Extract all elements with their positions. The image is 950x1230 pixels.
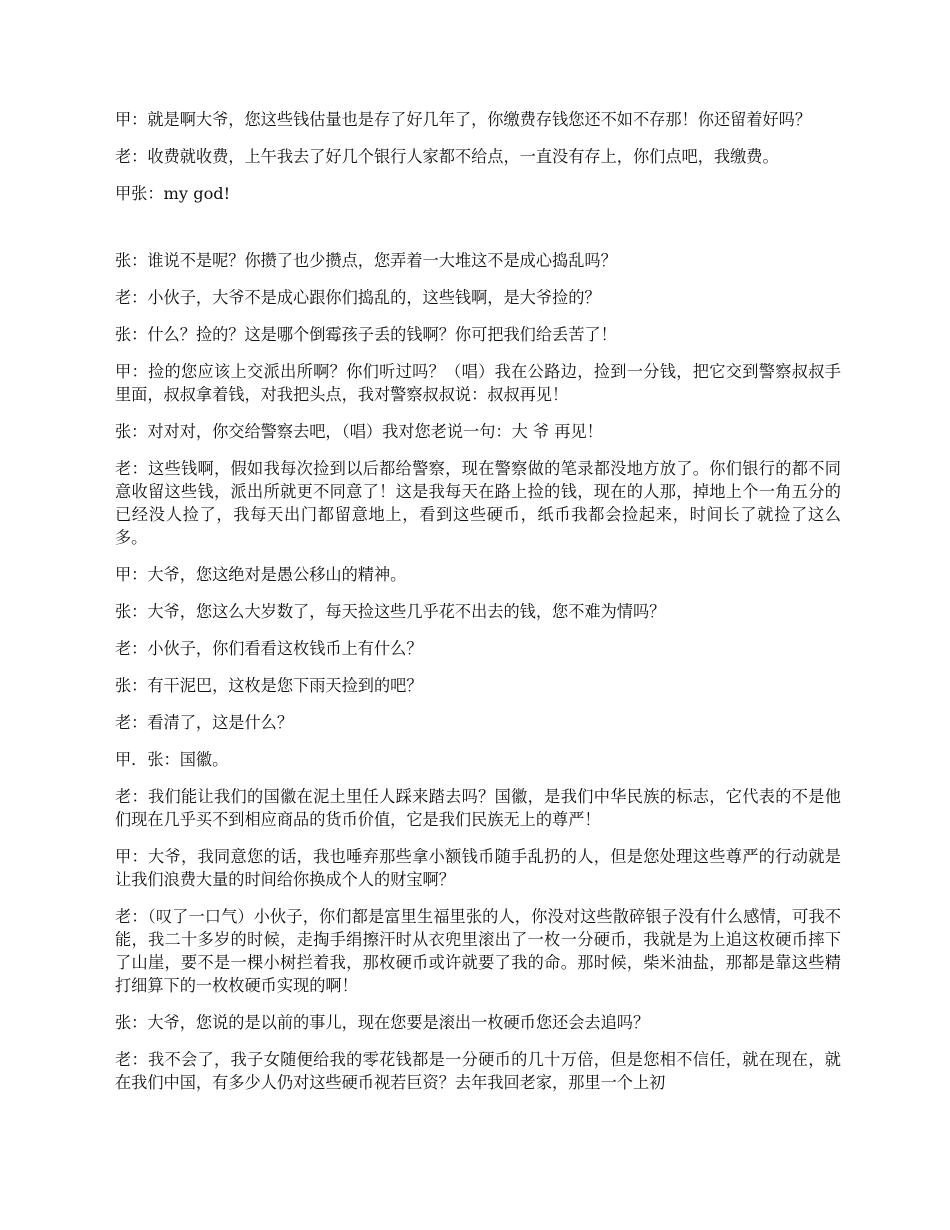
dialogue-paragraph: 老：我们能让我们的国徽在泥土里任人踩来踏去吗？国徽，是我们中华民族的标志，它代表的不是他们现在几乎买不到相应商品的货币价值，它是我们民族无上的尊严！: [115, 787, 841, 829]
dialogue-paragraph: 张：大爷，您说的是以前的事儿，现在您要是滚出一枚硬币您还会去追吗？: [115, 1013, 650, 1032]
dialogue-paragraph: 甲：就是啊大爷，您这些钱估量也是存了好几年了，你缴费存钱您还不如不存那！你还留着好吗？: [115, 110, 812, 129]
document-page: [115, 108, 841, 1108]
dialogue-paragraph: 甲：捡的您应该上交派出所啊？你们听过吗？（唱）我在公路边，捡到一分钱，把它交到警察叔叔手里面，叔叔拿着钱，对我把头点，我对警察叔叔说：叔叔再见！: [115, 362, 841, 404]
blank-spacer: [115, 219, 841, 249]
dialogue-paragraph: 老：看清了，这是什么？: [115, 713, 294, 732]
dialogue-paragraph: 老：收费就收费，上午我去了好几个银行人家都不给点，一直没有存上，你们点吧，我缴费。: [115, 147, 779, 166]
dialogue-paragraph: 张：有干泥巴，这枚是您下雨天捡到的吧？: [115, 676, 423, 695]
dialogue-paragraph: 老：这些钱啊，假如我每次捡到以后都给警察，现在警察做的笔录都没地方放了。你们银行的都不同意收留这些钱，派出所就更不同意了！这是我每天在路上捡的钱，现在的人那，掉地上个一角五分的已经没人捡了，我每天出门都留意地上，看到这些硬币，纸币我都会捡起来，时间长了就捡了这么多。: [115, 459, 841, 547]
dialogue-paragraph: 张：对对对，你交给警察去吧，（唱）我对您老说一句：大 爷 再见！: [115, 422, 603, 441]
dialogue-paragraph: 张：谁说不是呢？你攒了也少攒点，您弄着一大堆这不是成心捣乱吗？: [115, 251, 617, 270]
dialogue-paragraph: 甲：大爷，您这绝对是愚公移山的精神。: [115, 565, 407, 584]
dialogue-paragraph: 甲：大爷，我同意您的话，我也唾弃那些拿小额钱币随手乱扔的人，但是您处理这些尊严的行动就是让我们浪费大量的时间给你换成个人的财宝啊？: [115, 847, 841, 889]
dialogue-paragraph: 老：小伙子，大爷不是成心跟你们捣乱的，这些钱啊，是大爷捡的？: [115, 288, 601, 307]
dialogue-paragraph: 张：大爷，您这么大岁数了，每天捡这些几乎花不出去的钱，您不难为情吗？: [115, 602, 666, 621]
dialogue-paragraph: 甲张：my god!: [115, 184, 231, 203]
dialogue-paragraph: 张：什么？捡的？这是哪个倒霉孩子丢的钱啊？你可把我们给丢苦了！: [115, 325, 617, 344]
dialogue-paragraph: 老：（叹了一口气）小伙子，你们都是富里生福里张的人，你没对这些散碎银子没有什么感情，可我不能，我二十多岁的时候，走掏手绢擦汗时从衣兜里滚出了一枚一分硬币，我就是为上追这枚硬币摔下了山崖，要不是一棵小树拦着我，那枚硬币或许就要了我的命。那时候，柴米油盐，那都是靠这些精打细算下的一枚枚硬币实现的啊！: [115, 907, 841, 995]
dialogue-paragraph: 老：小伙子，你们看看这枚钱币上有什么？: [115, 639, 423, 658]
dialogue-paragraph: 老：我不会了，我子女随便给我的零花钱都是一分硬币的几十万倍，但是您相不信任，就在现在，就在我们中国，有多少人仍对这些硬币视若巨资？去年我回老家，那里一个上初: [115, 1050, 841, 1092]
dialogue-paragraph: 甲．张：国徽。: [115, 750, 229, 769]
